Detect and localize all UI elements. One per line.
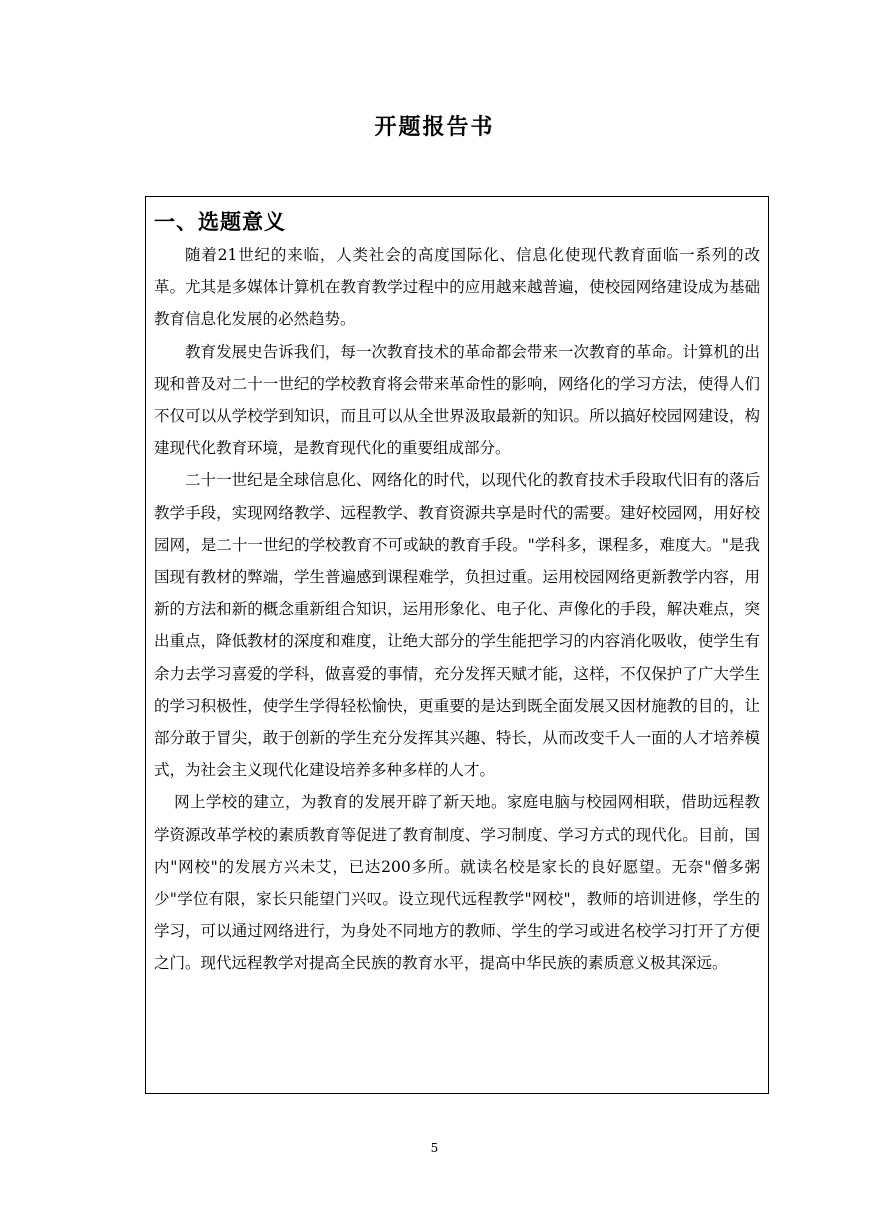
page-number: 5 [430, 1141, 439, 1155]
paragraph-4: 网上学校的建立，为教育的发展开辟了新天地。家庭电脑与校园网相联，借助远程教学资源改革学校的素质教育等促进了教育制度、学习制度、学习方式的现代化。目前，国内"网校"的发展方兴未艾，已达200多所。就读名校是家长的良好愿望。无奈"僧多粥少"学位有限，家长只能望门兴叹。设立现代远程教学"网校"，教师的培训进修，学生的学习，可以通过网络进行，为身处不同地方的教师、学生的学习或进名校学习打开了方便之门。现代远程教学对提高全民族的教育水平，提高中华民族的素质意义极其深远。 [154, 793, 760, 973]
paragraph-2: 教育发展史告诉我们，每一次教育技术的革命都会带来一次教育的革命。计算机的出现和普及对二十一世纪的学校教育将会带来革命性的影响，网络化的学习方法，使得人们不仅可以从学校学到知识，而且可以从全世界汲取最新的知识。所以搞好校园网建设，构建现代化教育环境，是教育现代化的重要组成部分。 [154, 342, 760, 458]
paragraph-3: 二十一世纪是全球信息化、网络化的时代，以现代化的教育技术手段取代旧有的落后教学手段，实现网络教学、远程教学、教育资源共享是时代的需要。建好校园网，用好校园网，是二十一世纪的学校教育不可或缺的教育手段。"学科多，课程多，难度大。"是我国现有教材的弊端，学生普遍感到课程难学，负担过重。运用校园网络更新教学内容，用新的方法和新的概念重新组合知识，运用形象化、电子化、声像化的手段，解决难点，突出重点，降低教材的深度和难度，让绝大部分的学生能把学习的内容消化吸收，使学生有余力去学习喜爱的学科，做喜爱的事情，充分发挥天赋才能，这样，不仅保护了广大学生的学习积极性，使学生学得轻松愉快，更重要的是达到既全面发展又因材施教的目的，让部分敢于冒尖，敢于创新的学生充分发挥其兴趣、特长，从而改变千人一面的人才培养模式，为社会主义现代化建设培养多种多样的人才。 [154, 471, 760, 780]
section-heading: 一、选题意义 [154, 210, 286, 234]
content-table-cell [145, 196, 769, 1094]
document-title: 开题报告书 [374, 115, 495, 140]
paragraph-1: 随着21世纪的来临，人类社会的高度国际化、信息化使现代教育面临一系列的改革。尤其是多媒体计算机在教育教学过程中的应用越来越普遍，使校园网络建设成为基础教育信息化发展的必然趋势。 [154, 246, 760, 329]
